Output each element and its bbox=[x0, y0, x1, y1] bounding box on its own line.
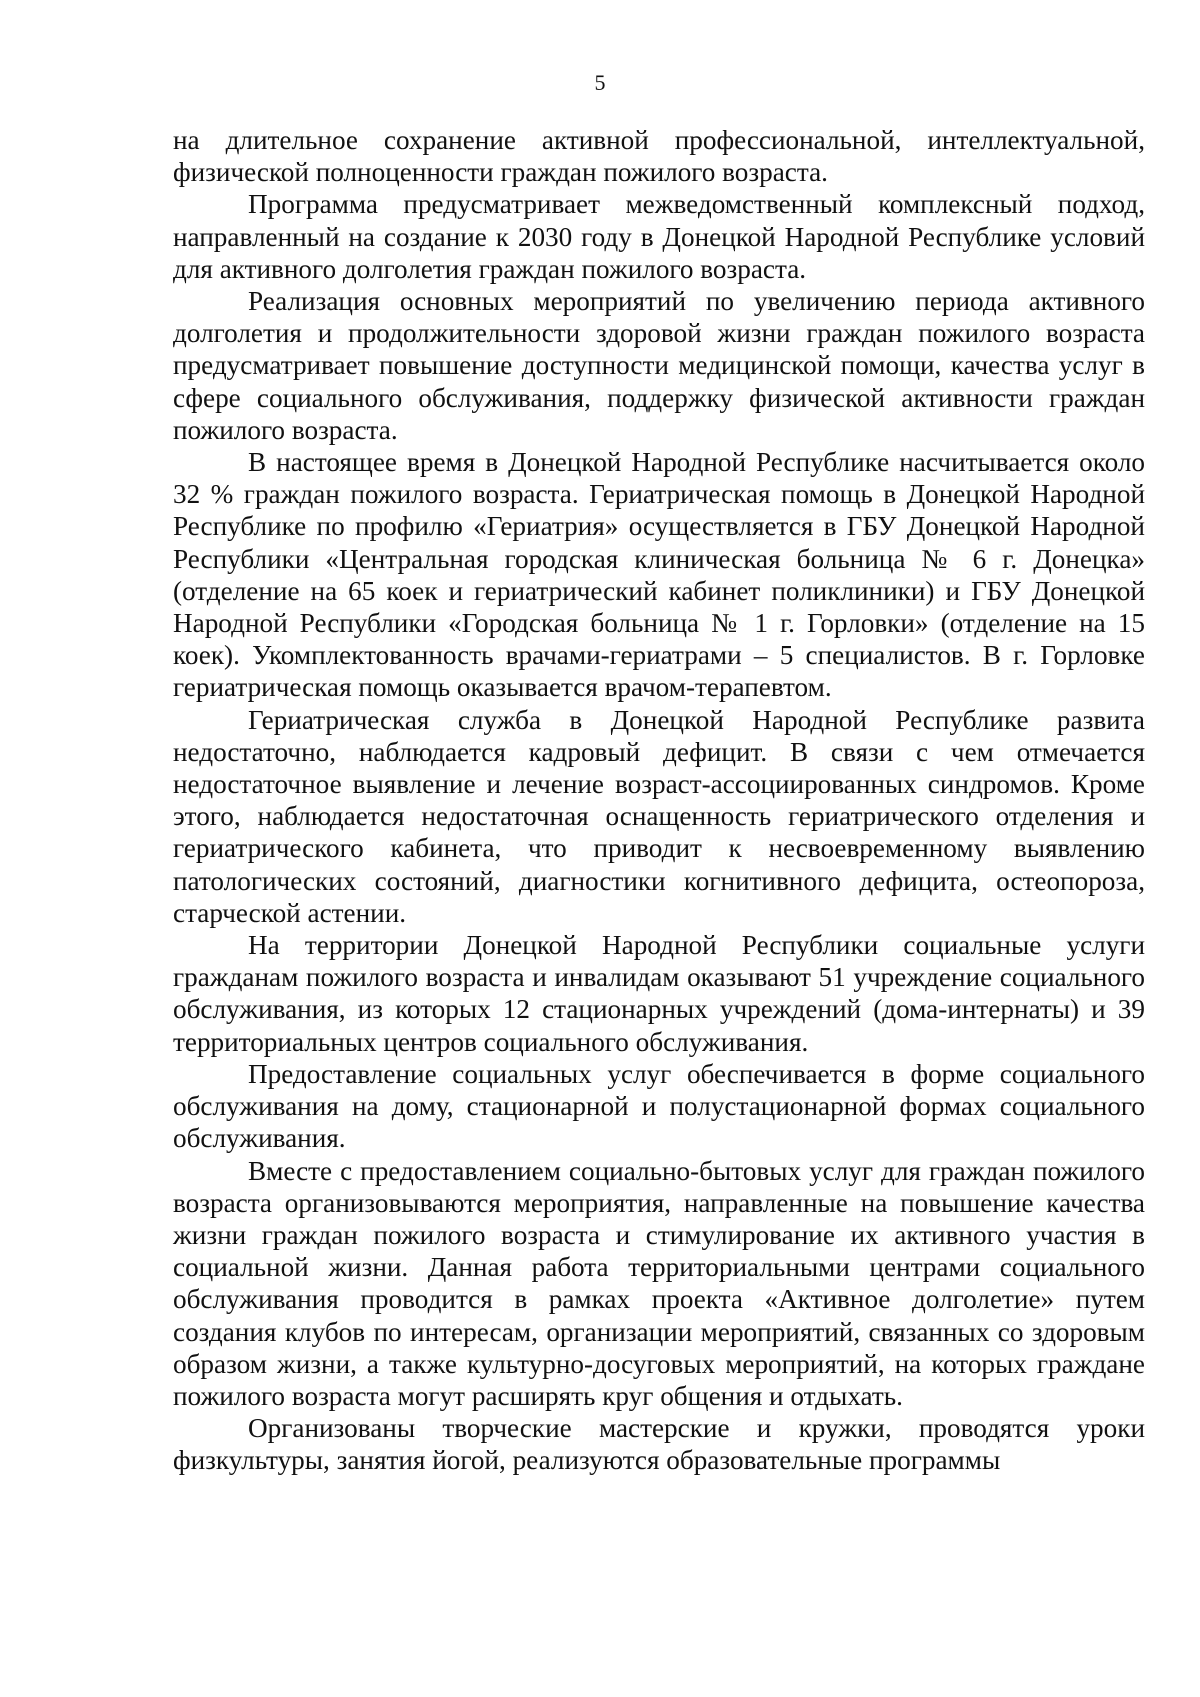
paragraph: Организованы творческие мастерские и кружки, проводятся уроки физкультуры, занятия йогой, реализуются образовательные программы bbox=[173, 1413, 1145, 1476]
paragraph: Программа предусматривает межведомственный комплексный подход, направленный на создание к 2030 году в Донецкой Народной Республике условий для активного долголетия граждан пожилого возраста. bbox=[173, 189, 1145, 284]
paragraph: На территории Донецкой Народной Республики социальные услуги гражданам пожилого возраста и инвалидам оказывают 51 учреждение социального обслуживания, из которых 12 стационарных учреждений (дома-интернаты) и 39 территориальных центров социального обслуживания. bbox=[173, 930, 1145, 1057]
paragraph: Реализация основных мероприятий по увеличению периода активного долголетия и продолжительности здоровой жизни граждан пожилого возраста предусматривает повышение доступности медицинской помощи, качества услуг в сфере социального обслуживания, поддержку физической активности граждан пожилого возраста. bbox=[173, 286, 1145, 445]
paragraph: В настоящее время в Донецкой Народной Республике насчитывается около 32 % граждан пожилого возраста. Гериатрическая помощь в Донецкой Народной Республике по профилю «Гериатрия» осуществляется в ГБУ Донецкой Народной Республики «Центральная городская клиническая больница № 6 г. Донецка» (отделение на 65 коек и гериатрический кабинет поликлиники) и ГБУ Донецкой Народной Республики «Городская больница № 1 г. Горловки» (отделение на 15 коек). Укомплектованность врачами-гериатрами – 5 специалистов. В г. Горловке гериатрическая помощь оказывается врачом-терапевтом. bbox=[173, 447, 1145, 703]
paragraph: Предоставление социальных услуг обеспечивается в форме социального обслуживания на дому, стационарной и полустационарной формах социального обслуживания. bbox=[173, 1058, 1145, 1154]
page-number: 5 bbox=[594, 70, 606, 95]
paragraph: Гериатрическая служба в Донецкой Народной Республике развита недостаточно, наблюдается кадровый дефицит. В связи с чем отмечается недостаточное выявление и лечение возраст-ассоциированных синдромов. Кроме этого, наблюдается недостаточная оснащенность гериатрического отделения и гериатрического кабинета, что приводит к несвоевременному выявлению патологических состояний, диагностики когнитивного дефицита, остеопороза, старческой астении. bbox=[173, 704, 1145, 928]
paragraph: на длительное сохранение активной профессиональной, интеллектуальной, физической полноценности граждан пожилого возраста. bbox=[173, 125, 1145, 188]
document-body bbox=[173, 124, 1145, 1477]
paragraph: Вместе с предоставлением социально-бытовых услуг для граждан пожилого возраста организовываются мероприятия, направленные на повышение качества жизни граждан пожилого возраста и стимулирование их активного участия в социальной жизни. Данная работа территориальными центрами социального обслуживания проводится в рамках проекта «Активное долголетие» путем создания клубов по интересам, организации мероприятий, связанных со здоровым образом жизни, а также культурно-досуговых мероприятий, на которых граждане пожилого возраста могут расширять круг общения и отдыхать. bbox=[173, 1155, 1145, 1411]
